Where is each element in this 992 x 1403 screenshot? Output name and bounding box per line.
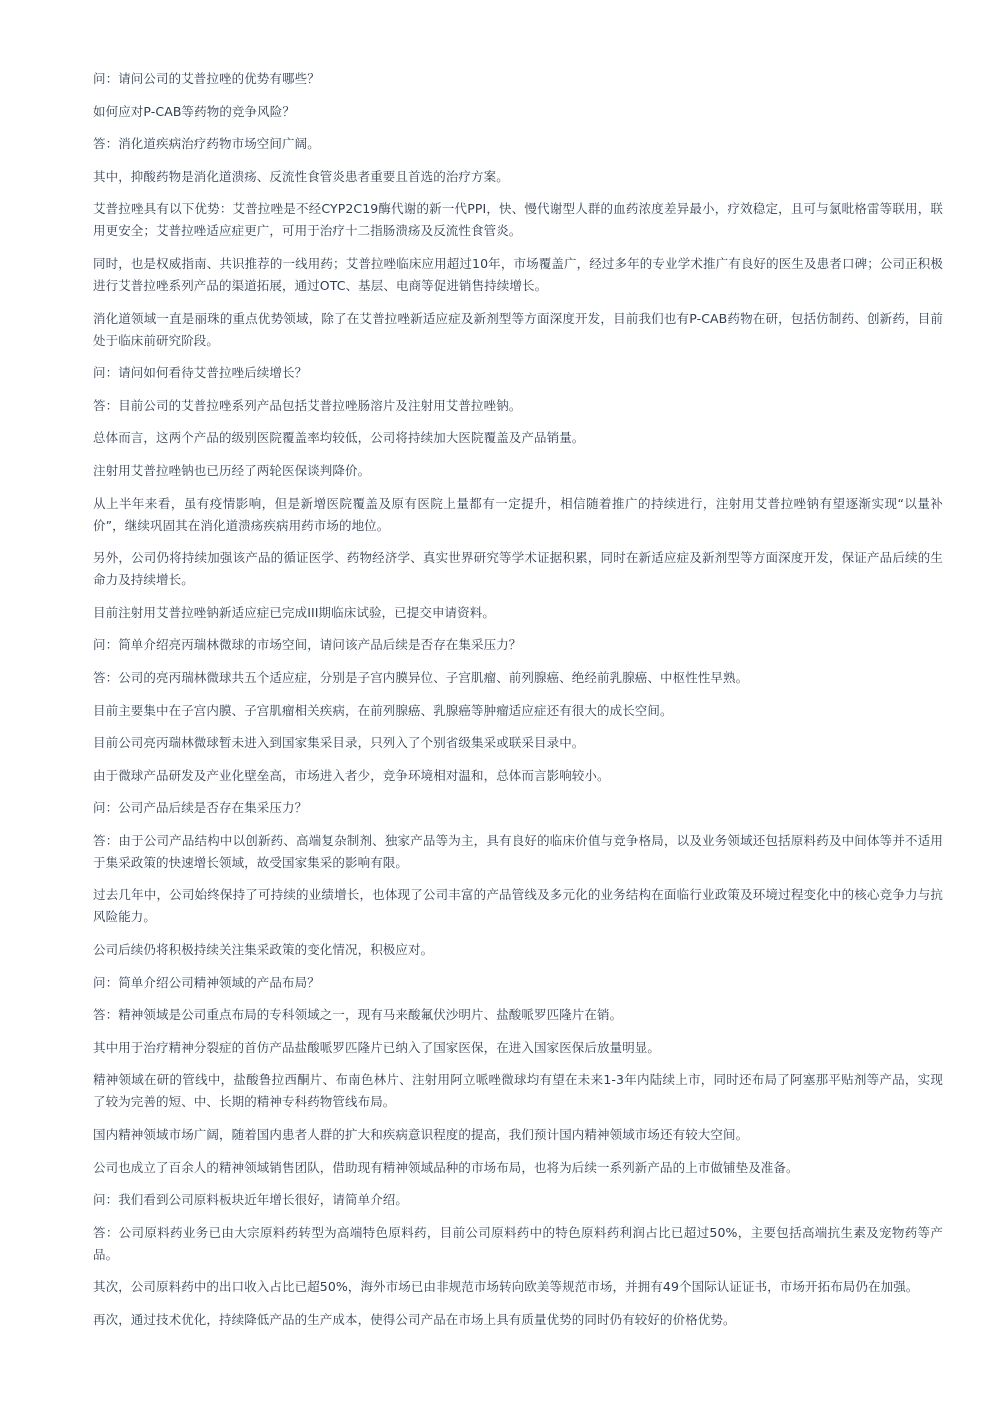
question-paragraph: 问：简单介绍亮丙瑞林微球的市场空间，请问该产品后续是否存在集采压力？ <box>93 637 522 653</box>
text-paragraph: 同时，也是权威指南、共识推荐的一线用药；艾普拉唑临床应用超过10年，市场覆盖广，经过多年的专业学术推广有良好的医生及患者口碑；公司正积极进行艾普拉唑系列产品的渠道拓展，通过OTC、基层、电商等促进销售持续增长。 <box>93 255 943 293</box>
question-paragraph: 问：我们看到公司原料板块近年增长很好，请简单介绍。 <box>93 1192 409 1208</box>
answer-paragraph: 答：公司原料药业务已由大宗原料药转型为高端特色原料药，目前公司原料药中的特色原料药利润占比已超过50%，主要包括高端抗生素及宠物药等产品。 <box>93 1224 943 1262</box>
question-paragraph: 问：简单介绍公司精神领域的产品布局？ <box>93 974 320 990</box>
text-paragraph: 艾普拉唑具有以下优势：艾普拉唑是不经CYP2C19酶代谢的新一代PPI，快、慢代谢型人群的血药浓度差异最小，疗效稳定，且可与氯吡格雷等联用，联用更安全；艾普拉唑适应症更广，可用于治疗十二指肠溃疡及反流性食管炎。 <box>93 201 943 239</box>
text-paragraph: 公司也成立了百余人的精神领域销售团队，借助现有精神领域品种的市场布局，也将为后续一系列新产品的上市做铺垫及准备。 <box>93 1159 799 1175</box>
question-paragraph: 如何应对P-CAB等药物的竞争风险？ <box>93 103 295 119</box>
answer-paragraph: 答：由于公司产品结构中以创新药、高端复杂制剂、独家产品等为主，具有良好的临床价值与竞争格局，以及业务领域还包括原料药及中间体等并不适用于集采政策的快速增长领域，故受国家集采的影响有限。 <box>93 832 943 870</box>
answer-paragraph: 答：公司的亮丙瑞林微球共五个适应症，分别是子宫内膜异位、子宫肌瘤、前列腺癌、绝经前乳腺癌、中枢性性早熟。 <box>93 669 749 685</box>
text-paragraph: 过去几年中，公司始终保持了可持续的业绩增长，也体现了公司丰富的产品管线及多元化的业务结构在面临行业政策及环境过程变化中的核心竞争力与抗风险能力。 <box>93 887 943 925</box>
answer-paragraph: 答：精神领域是公司重点布局的专科领域之一，现有马来酸氟伏沙明片、盐酸哌罗匹隆片在销。 <box>93 1007 623 1023</box>
text-paragraph: 由于微球产品研发及产业化壁垒高，市场进入者少，竞争环境相对温和，总体而言影响较小。 <box>93 767 610 783</box>
text-paragraph: 再次，通过技术优化，持续降低产品的生产成本，使得公司产品在市场上具有质量优势的同时仍有较好的价格优势。 <box>93 1312 736 1327</box>
text-paragraph: 国内精神领域市场广阔，随着国内患者人群的扩大和疾病意识程度的提高，我们预计国内精神领域市场还有较大空间。 <box>93 1127 749 1143</box>
text-paragraph: 另外，公司仍将持续加强该产品的循证医学、药物经济学、真实世界研究等学术证据积累，同时在新适应症及新剂型等方面深度开发，保证产品后续的生命力及持续增长。 <box>93 550 943 588</box>
answer-paragraph: 答：目前公司的艾普拉唑系列产品包括艾普拉唑肠溶片及注射用艾普拉唑钠。 <box>93 397 522 413</box>
text-paragraph: 其中，抑酸药物是消化道溃疡、反流性食管炎患者重要且首选的治疗方案。 <box>93 168 509 184</box>
text-paragraph: 从上半年来看，虽有疫情影响，但是新增医院覆盖及原有医院上量都有一定提升，相信随着推广的持续进行，注射用艾普拉唑钠有望逐渐实现“以量补价”，继续巩固其在消化道溃疡疾病用药市场的地位。 <box>93 495 943 533</box>
question-paragraph: 问：公司产品后续是否存在集采压力？ <box>93 800 308 816</box>
document-body <box>93 68 943 1342</box>
answer-paragraph: 答：消化道疾病治疗药物市场空间广阔。 <box>93 136 320 152</box>
question-paragraph: 问：请问公司的艾普拉唑的优势有哪些？ <box>93 71 320 86</box>
text-paragraph: 注射用艾普拉唑钠也已历经了两轮医保谈判降价。 <box>93 462 371 478</box>
text-paragraph: 目前注射用艾普拉唑钠新适应症已完成III期临床试验，已提交申请资料。 <box>93 604 495 620</box>
text-paragraph: 目前公司亮丙瑞林微球暂未进入到国家集采目录，只列入了个别省级集采或联采目录中。 <box>93 735 585 751</box>
text-paragraph: 消化道领域一直是丽珠的重点优势领域，除了在艾普拉唑新适应症及新剂型等方面深度开发，目前我们也有P-CAB药物在研，包括仿制药、创新药，目前处于临床前研究阶段。 <box>93 310 943 348</box>
text-paragraph: 总体而言，这两个产品的级别医院覆盖率均较低，公司将持续加大医院覆盖及产品销量。 <box>93 430 585 446</box>
text-paragraph: 精神领域在研的管线中，盐酸鲁拉西酮片、布南色林片、注射用阿立哌唑微球均有望在未来1-3年内陆续上市，同时还布局了阿塞那平贴剂等产品，实现了较为完善的短、中、长期的精神专科药物管线布局。 <box>93 1072 943 1110</box>
question-paragraph: 问：请问如何看待艾普拉唑后续增长？ <box>93 365 308 381</box>
text-paragraph: 其中用于治疗精神分裂症的首仿产品盐酸哌罗匹隆片已纳入了国家医保，在进入国家医保后放量明显。 <box>93 1039 661 1055</box>
text-paragraph: 公司后续仍将积极持续关注集采政策的变化情况，积极应对。 <box>93 942 434 958</box>
text-paragraph: 其次，公司原料药中的出口收入占比已超50%，海外市场已由非规范市场转向欧美等规范市场，并拥有49个国际认证证书，市场开拓布局仍在加强。 <box>93 1279 919 1295</box>
text-paragraph: 目前主要集中在子宫内膜、子宫肌瘤相关疾病，在前列腺癌、乳腺癌等肿瘤适应症还有很大的成长空间。 <box>93 702 673 718</box>
